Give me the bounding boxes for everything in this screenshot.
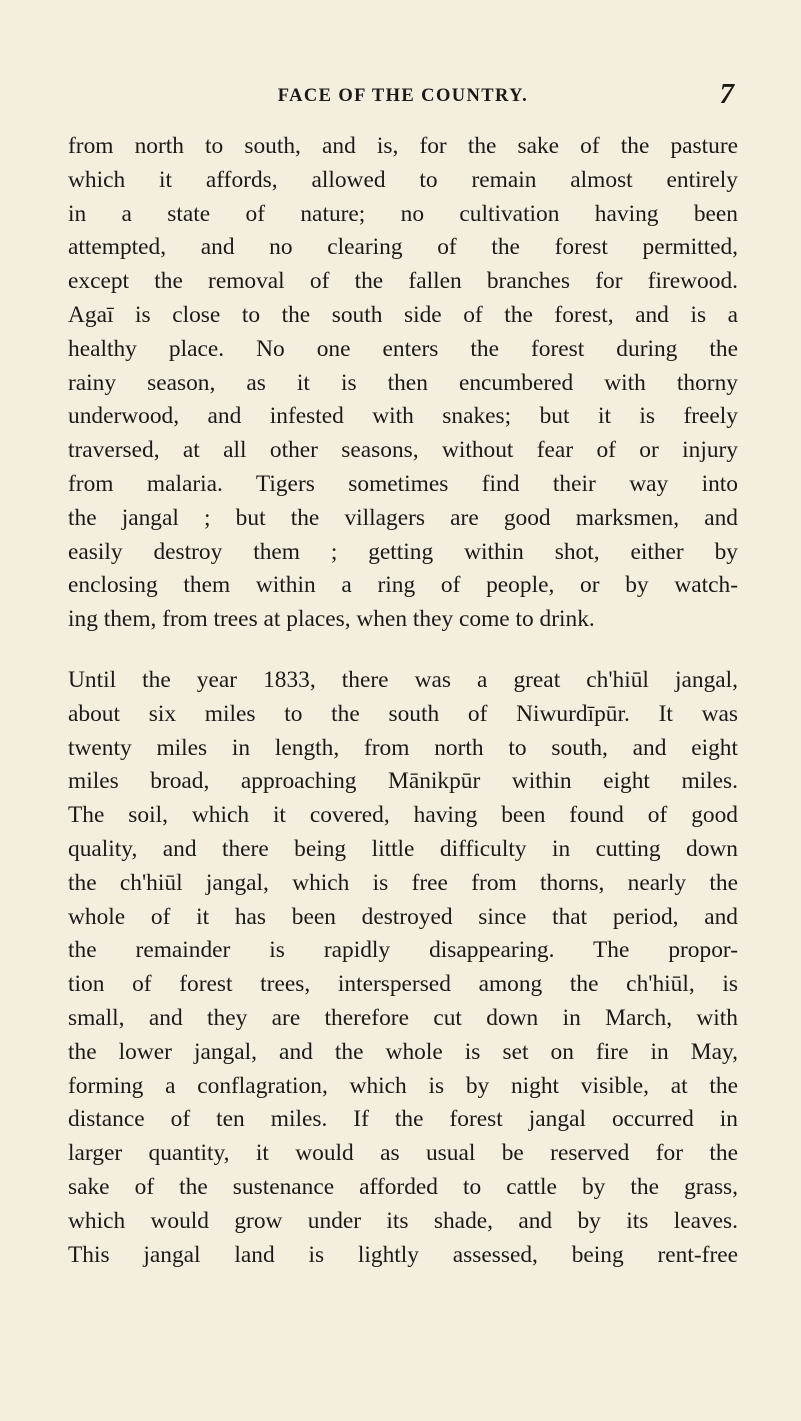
text-line: ing them, from trees at places, when they come to drink. — [68, 606, 595, 633]
text-line: sake of the sustenance afforded to cattle by the grass, — [68, 1173, 738, 1200]
text-line: Agaī is close to the south side of the forest, and is a — [68, 301, 738, 328]
text-line: rainy season, as it is then encumbered with thorny — [68, 369, 738, 396]
text-line: Until the year 1833, there was a great ch'hiūl jangal, — [68, 666, 738, 693]
text-line: from malaria. Tigers sometimes find their way into — [68, 470, 738, 497]
text-line: tion of forest trees, interspersed among the ch'hiūl, is — [68, 971, 738, 998]
text-line: the ch'hiūl jangal, which is free from thorns, nearly the — [68, 869, 738, 896]
page-number: 7 — [719, 78, 734, 110]
text-line: traversed, at all other seasons, without fear of or injury — [68, 437, 738, 464]
text-line: forming a conflagration, which is by night visible, at the — [68, 1072, 738, 1099]
text-line: larger quantity, it would as usual be reserved for the — [68, 1140, 738, 1167]
text-line: which would grow under its shade, and by its leaves. — [68, 1207, 738, 1234]
text-line: twenty miles in length, from north to south, and eight — [68, 734, 738, 761]
paragraph-gap — [68, 637, 738, 664]
text-line: enclosing them within a ring of people, or by watch- — [68, 572, 738, 599]
text-line: in a state of nature; no cultivation having been — [68, 200, 738, 227]
text-line: the remainder is rapidly disappearing. The propor- — [68, 937, 738, 964]
text-line: miles broad, approaching Mānikpūr within eight miles. — [68, 768, 738, 795]
text-line: The soil, which it covered, having been found of good — [68, 802, 738, 829]
text-line: whole of it has been destroyed since that period, and — [68, 903, 738, 930]
text-line: quality, and there being little difficulty in cutting down — [68, 835, 738, 862]
text-line: from north to south, and is, for the sake of the pasture — [68, 133, 738, 159]
text-line: the jangal ; but the villagers are good marksmen, and — [68, 504, 738, 531]
text-line: distance of ten miles. If the forest jangal occurred in — [68, 1106, 738, 1133]
text-line: easily destroy them ; getting within shot, either by — [68, 538, 738, 565]
text-line: attempted, and no clearing of the forest permitted, — [68, 234, 738, 261]
text-line: except the removal of the fallen branches for firewood. — [68, 268, 738, 295]
paragraph-2 — [68, 664, 738, 1272]
body-text — [68, 130, 738, 1272]
text-line: underwood, and infested with snakes; but it is freely — [68, 403, 738, 430]
running-head — [68, 80, 738, 120]
text-line: healthy place. No one enters the forest during the — [68, 335, 738, 362]
text-line: This jangal land is lightly assessed, being rent-free — [68, 1241, 738, 1268]
text-line: which it affords, allowed to remain almost entirely — [68, 166, 738, 193]
text-line: about six miles to the south of Niwurdīpūr. It was — [68, 700, 738, 727]
text-line: the lower jangal, and the whole is set on fire in May, — [68, 1038, 738, 1065]
paragraph-1 — [68, 130, 738, 637]
text-line: small, and they are therefore cut down in March, with — [68, 1004, 738, 1031]
running-title: FACE OF THE COUNTRY. — [277, 86, 529, 106]
